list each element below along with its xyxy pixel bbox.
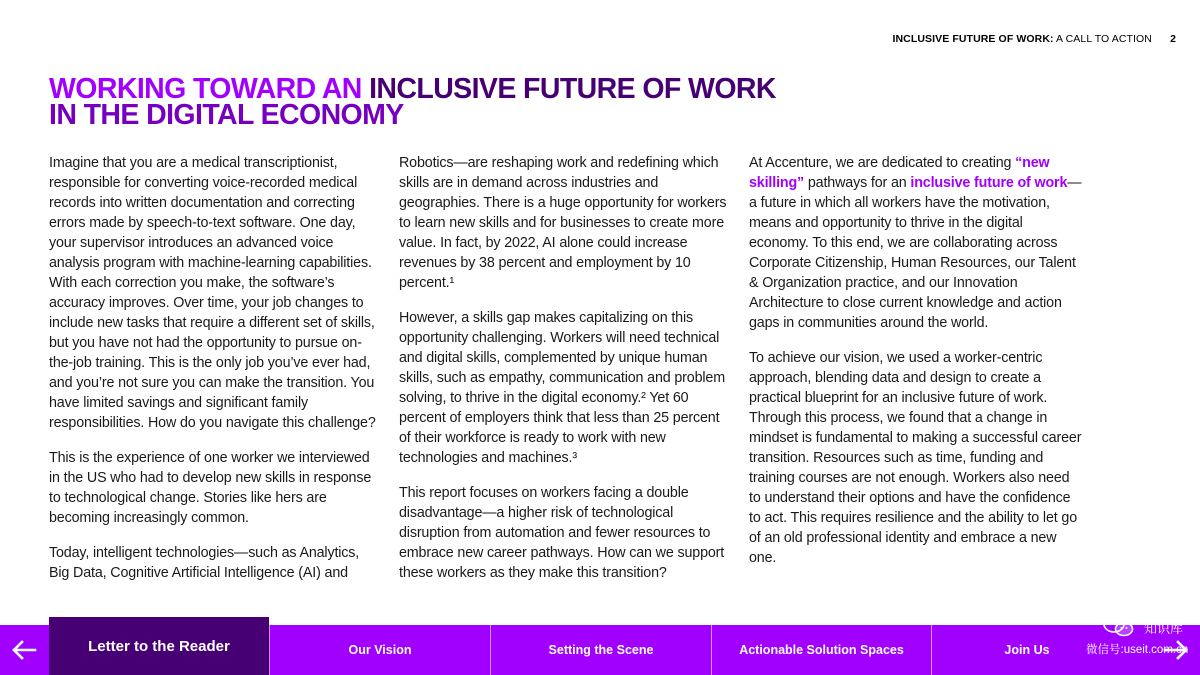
text-span: —a future in which all workers have the motivation, means and opportunity to thrive in the digital economy. To this end, we are collaborating across Corporate Citizenship, Human Resources, our Talent & Organization practice, and our Innovation Architecture to close current knowledge and action gaps in communities around the world.	[749, 175, 1082, 331]
highlight-inclusive-future: inclusive future of work	[910, 175, 1068, 191]
tab-label: Letter to the Reader	[88, 637, 230, 655]
tab-setting-the-scene[interactable]	[490, 625, 711, 675]
paragraph: To achieve our vision, we used a worker-centric approach, blending data and design to create a practical blueprint for an inclusive future of work. Through this process, we found that a change in mindset is fundamental to making a successful career transition. Resources such as time, funding and training courses are not enough. Workers also need to understand their options and have the confidence to act. This requires resilience and the ability to let go of an old professional identity and embrace a new one.	[749, 350, 1082, 566]
watermark	[1086, 614, 1200, 658]
page-title	[49, 73, 949, 131]
highlight-new-skilling: “new skilling”	[749, 155, 1050, 191]
paragraph: This is the experience of one worker we interviewed in the US who had to develop new skills in response to technological change. Stories like hers are becoming increasingly common.	[49, 450, 372, 526]
paragraph: This report focuses on workers facing a double disadvantage—a higher risk of technological disruption from automation and fewer resources to embrace new career pathways. How can we support these workers as they make this transition?	[399, 485, 725, 581]
wechat-icon	[1102, 614, 1136, 638]
title-part-1: WORKING TOWARD AN	[49, 73, 370, 105]
previous-page-button[interactable]	[0, 625, 48, 675]
page-number: 2	[1170, 33, 1176, 45]
watermark-line-1: 知识库	[1144, 621, 1184, 636]
bottom-navigation	[0, 625, 1200, 675]
watermark-line-2: 微信号:useit.com.cn	[1086, 644, 1189, 656]
tab-label: Setting the Scene	[548, 643, 654, 657]
running-title-bold: INCLUSIVE FUTURE OF WORK:	[892, 33, 1054, 45]
paragraph	[749, 153, 1083, 333]
text-span: pathways for an	[804, 175, 911, 191]
running-title	[892, 33, 1152, 45]
paragraph: Imagine that you are a medical transcriptionist, responsible for converting voice-recorded medical records into written documentation and correcting errors made by speech-to-text software. One day, your supervisor introduces an advanced voice analysis program with machine-learning capabilities. With each correction you make, the software’s accuracy improves. Over time, your job changes to include new tasks that require a different set of skills, but you have not had the opportunity to pursue on-the-job training. This is the only job you’ve ever had, and you’re not sure you can make the transition. You have limited savings and significant family responsibilities. How do you navigate this challenge?	[49, 155, 376, 431]
title-line-2: IN THE DIGITAL ECONOMY	[49, 99, 404, 131]
running-head	[0, 33, 1200, 47]
text-column-2	[399, 153, 733, 598]
arrow-left-icon	[11, 640, 37, 660]
paragraph: Robotics—are reshaping work and redefining which skills are in demand across industries and geographies. There is a huge opportunity for workers to learn new skills and for businesses to create more value. In fact, by 2022, AI alone could increase revenues by 38 percent and employment by 10 percent.¹	[399, 155, 727, 291]
text-column-3	[749, 153, 1083, 583]
title-part-2: INCLUSIVE FUTURE OF WORK	[369, 73, 776, 105]
text-column-1	[49, 153, 383, 598]
tab-label: Our Vision	[348, 643, 412, 657]
tab-actionable-solution-spaces[interactable]	[711, 625, 931, 675]
running-title-rest: A CALL TO ACTION	[1053, 33, 1152, 45]
tab-our-vision[interactable]	[269, 625, 490, 675]
tab-label: Actionable Solution Spaces	[739, 643, 904, 657]
tab-label: Join Us	[1004, 643, 1050, 657]
paragraph: Today, intelligent technologies—such as Analytics, Big Data, Cognitive Artificial Intelligence (AI) and	[49, 545, 360, 581]
tab-letter-to-the-reader[interactable]	[49, 617, 269, 675]
text-span: At Accenture, we are dedicated to creating	[749, 155, 1016, 171]
paragraph: However, a skills gap makes capitalizing on this opportunity challenging. Workers will need technical and digital skills, complemented by unique human skills, such as empathy, communication and problem solving, to thrive in the digital economy.² Yet 60 percent of employers think that less than 25 percent of their workforce is ready to work with new technologies and machines.³	[399, 310, 725, 466]
